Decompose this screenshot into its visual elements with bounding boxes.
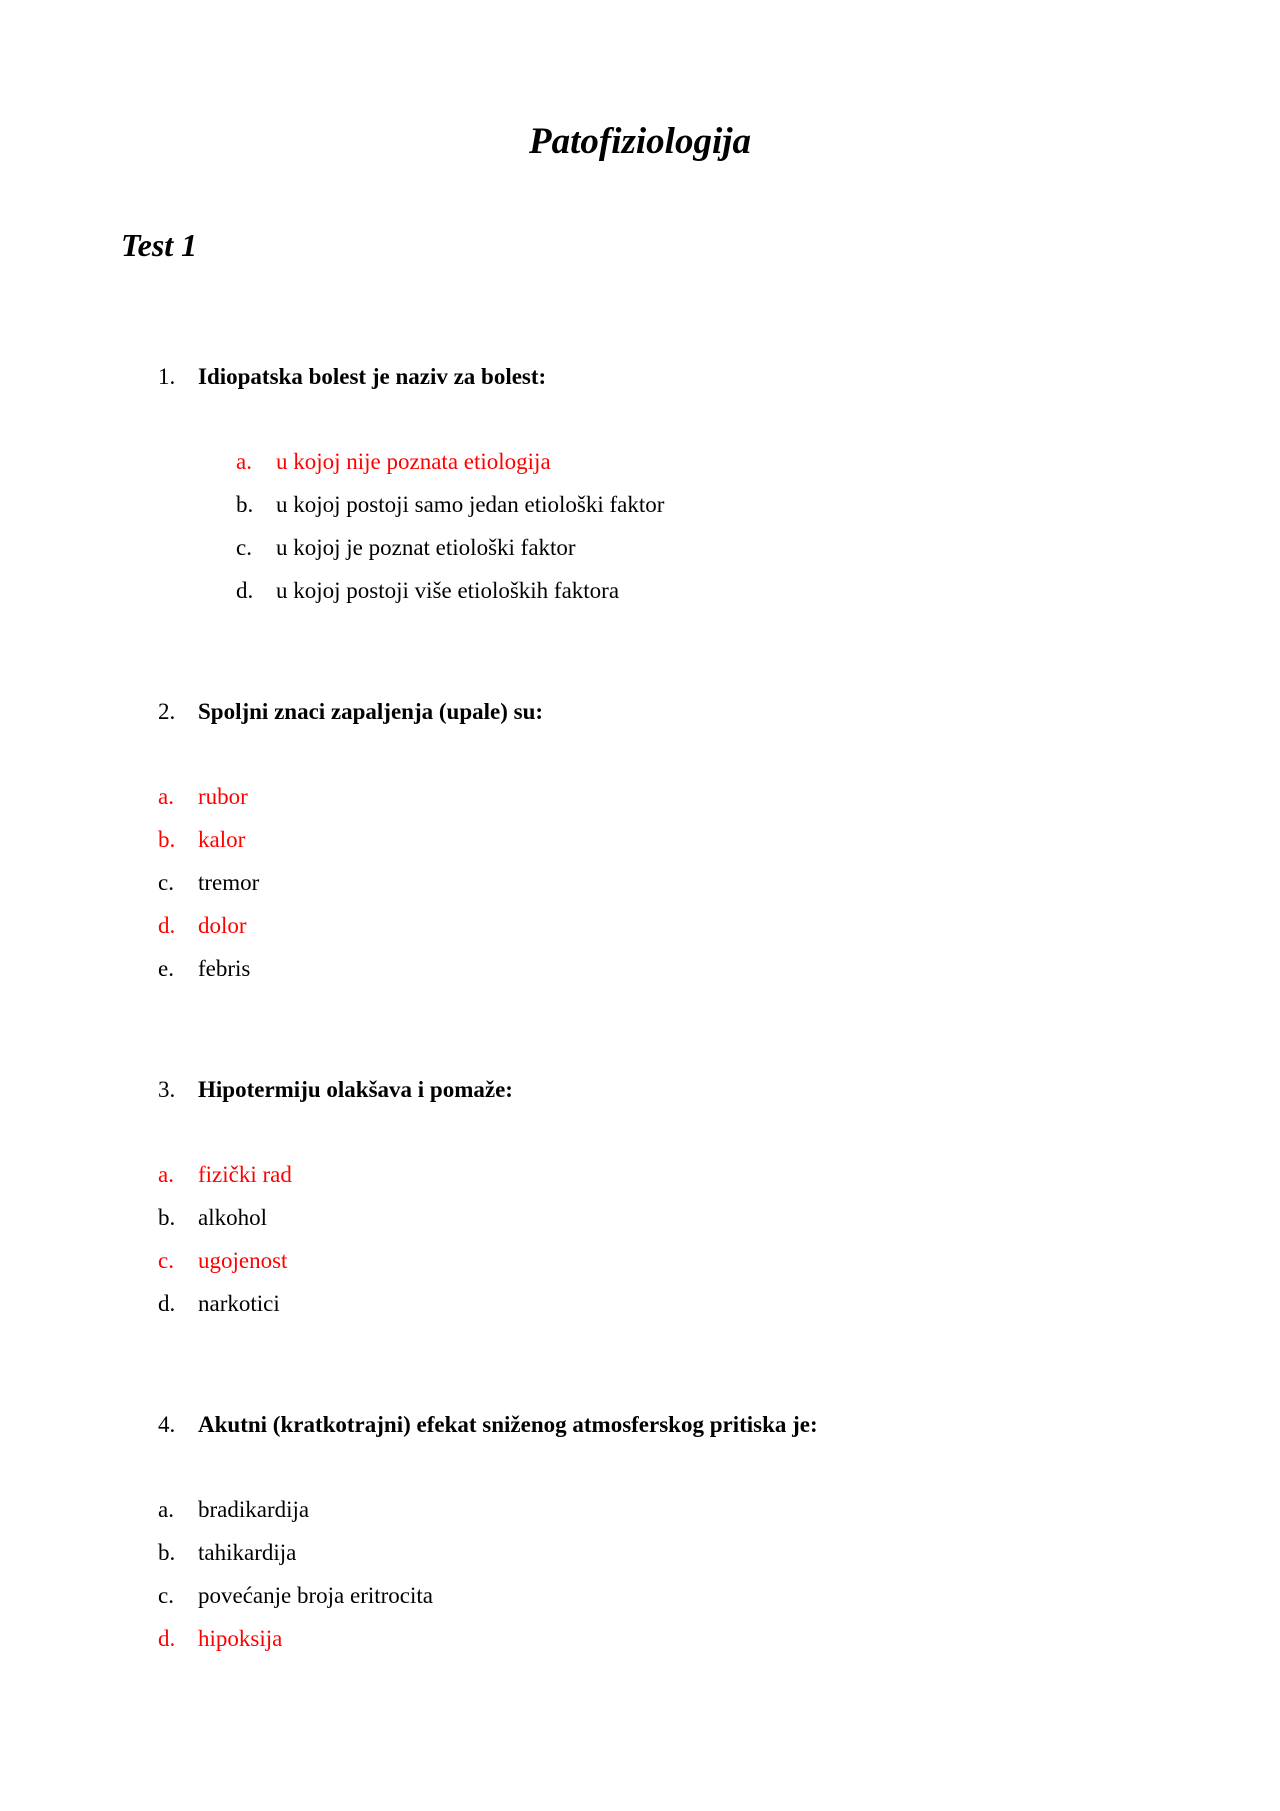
answer-option [158,1196,1158,1239]
answer-option [158,1153,1158,1196]
answer-options [158,1153,1158,1325]
answer-options [158,1488,1158,1660]
answer-option [158,1488,1158,1531]
option-text: narkotici [198,1291,280,1316]
answer-option [158,483,1158,526]
option-letter: c. [158,870,174,895]
option-letter: d. [158,1626,176,1651]
test-heading: Test 1 [121,227,198,263]
question-line [158,1071,1158,1109]
option-text: tahikardija [198,1540,297,1565]
option-text: hipoksija [198,1626,283,1651]
option-text: dolor [198,913,247,938]
option-text: rubor [198,784,248,809]
option-text: fizički rad [198,1162,292,1187]
answer-option [158,1531,1158,1574]
option-text: u kojoj nije poznata etiologija [276,449,551,474]
answer-options [158,440,1158,612]
option-text: ugojenost [198,1248,288,1273]
question-number: 4. [158,1412,176,1437]
question-line [158,693,1158,731]
question-4 [158,1406,1158,1660]
answer-option [158,569,1158,612]
option-letter: a. [236,449,252,474]
option-letter: b. [158,1205,176,1230]
question-text: Hipotermiju olakšava i pomaže: [198,1077,513,1102]
option-letter: d. [158,1291,176,1316]
page-title: Patofiziologija [529,121,751,162]
question-line [158,1406,1158,1444]
option-letter: e. [158,956,174,981]
option-text: alkohol [198,1205,267,1230]
question-number: 1. [158,364,176,389]
answer-options [158,775,1158,990]
question-number: 2. [158,699,176,724]
question-1 [158,358,1158,612]
answer-option [158,775,1158,818]
answer-option [158,1239,1158,1282]
answer-option [158,818,1158,861]
option-letter: a. [158,1497,174,1522]
option-letter: b. [158,827,176,852]
question-2 [158,693,1158,990]
answer-option [158,440,1158,483]
question-text: Spoljni znaci zapaljenja (upale) su: [198,699,544,724]
option-text: u kojoj je poznat etiološki faktor [276,535,576,560]
option-text: bradikardija [198,1497,310,1522]
option-text: u kojoj postoji više etioloških faktora [276,578,620,603]
option-letter: b. [158,1540,176,1565]
answer-option [158,1282,1158,1325]
option-letter: c. [158,1248,174,1273]
option-text: febris [198,956,251,981]
option-text: kalor [198,827,246,852]
answer-option [158,904,1158,947]
question-3 [158,1071,1158,1325]
answer-option [158,1617,1158,1660]
answer-option [158,947,1158,990]
option-letter: c. [236,535,252,560]
question-text: Idiopatska bolest je naziv za bolest: [198,364,547,389]
option-text: u kojoj postoji samo jedan etiološki faktor [276,492,665,517]
option-letter: b. [236,492,254,517]
option-letter: c. [158,1583,174,1608]
option-text: tremor [198,870,260,895]
answer-option [158,526,1158,569]
question-line [158,358,1158,396]
question-text: Akutni (kratkotrajni) efekat sniženog atmosferskog pritiska je: [198,1412,818,1437]
option-text: povećanje broja eritrocita [198,1583,433,1608]
answer-option [158,861,1158,904]
option-letter: d. [236,578,254,603]
option-letter: a. [158,1162,174,1187]
option-letter: d. [158,913,176,938]
answer-option [158,1574,1158,1617]
option-letter: a. [158,784,174,809]
question-number: 3. [158,1077,176,1102]
